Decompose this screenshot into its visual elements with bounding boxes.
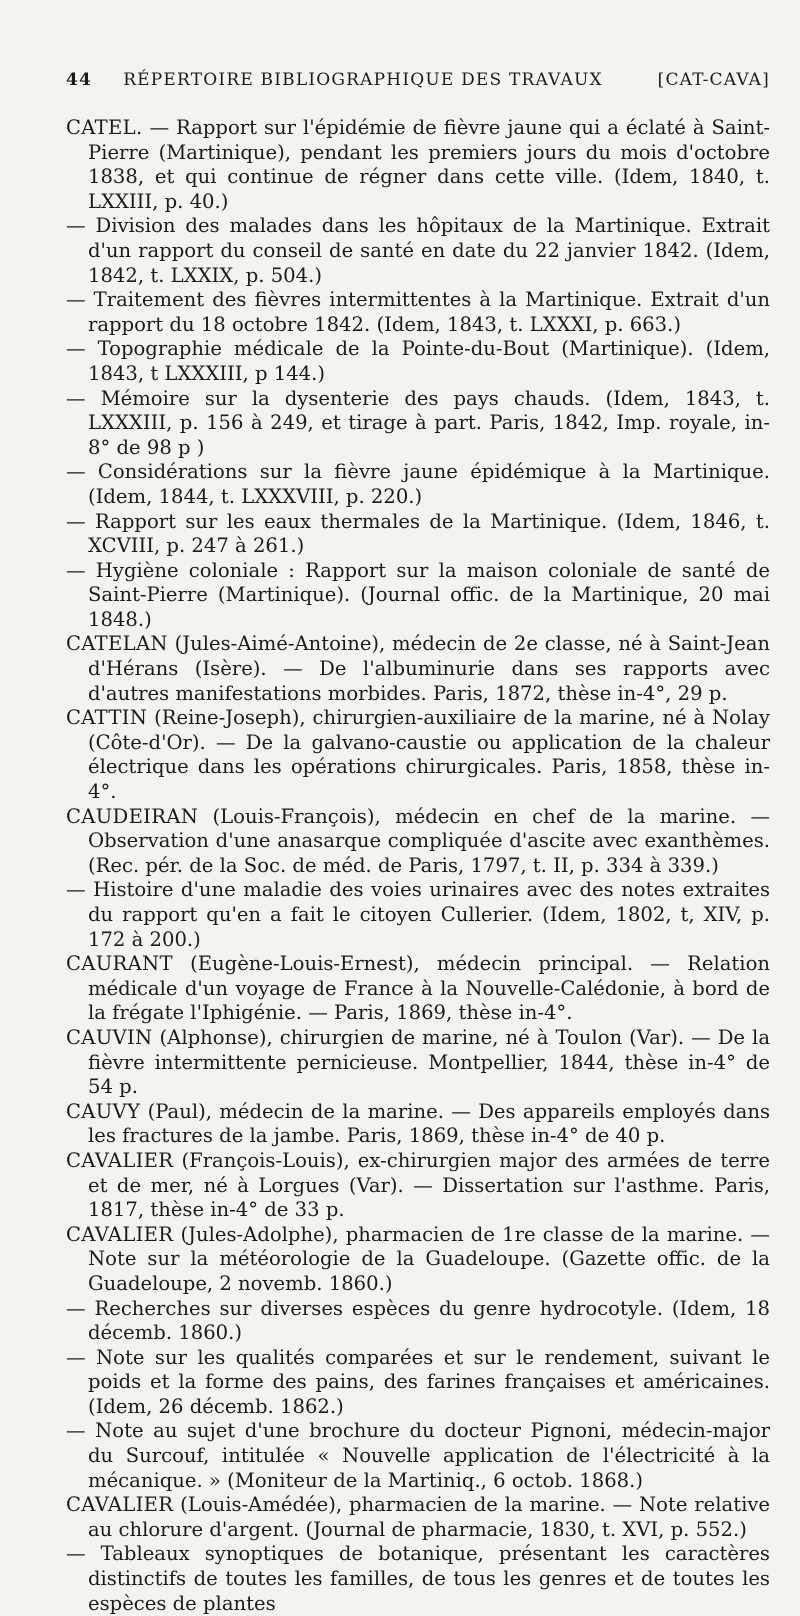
entry-text: — Note sur les qualités comparées et sur le rendement, suivant le poids et la forme des pains, des farines françaises et américaines. (Idem, 26 décemb. 1862.) bbox=[66, 1345, 770, 1418]
entry-text: — Recherches sur diverses espèces du genre hydrocotyle. (Idem, 18 décemb. 1860.) bbox=[66, 1296, 770, 1345]
bibliography-entry bbox=[66, 1100, 770, 1149]
entry-text: (Jules-Aimé-Antoine), médecin de 2e classe, né à Saint-Jean d'Hérans (Isère). — De l'albuminurie dans ses rapports avec d'autres manifestations morbides. Paris, 1872, thèse in-4°, 29 p. bbox=[88, 632, 770, 705]
alphabetical-range: [CAT-CAVA] bbox=[657, 70, 770, 90]
entry-text: (Reine-Joseph), chirurgien-auxiliaire de la marine, né à Nolay (Côte-d'Or). — De la galvano-caustie ou application de la chaleur électrique dans les opérations chirurgicales. Paris, 1858, thèse in-4°. bbox=[88, 706, 770, 804]
bibliography-entry bbox=[66, 1542, 770, 1616]
bibliography-entry bbox=[66, 1297, 770, 1346]
author-name: CAVALIER bbox=[66, 1148, 174, 1172]
bibliography-entry bbox=[66, 952, 770, 1026]
bibliography-entry bbox=[66, 632, 770, 706]
entry-text: — Tableaux synoptiques de botanique, présentant les caractères distinctifs de toutes les familles, de tous les genres et de toutes les espèces de plantes bbox=[66, 1542, 770, 1615]
bibliography-entry bbox=[66, 510, 770, 559]
entry-text: (François-Louis), ex-chirurgien major des armées de terre et de mer, né à Lorgues (Var). — Dissertation sur l'asthme. Paris, 1817, thèse in-4° de 33 p. bbox=[88, 1148, 770, 1222]
entry-text: (Alphonse), chirurgien de marine, né à Toulon (Var). — De la fièvre intermittente pernicieuse. Montpellier, 1844, thèse in-4° de 54 p. bbox=[88, 1025, 770, 1099]
author-name: CATELAN bbox=[66, 632, 168, 656]
entry-text: (Paul), médecin de la marine. — Des appareils employés dans les fractures de la jambe. Paris, 1869, thèse in-4° de 40 p. bbox=[88, 1099, 770, 1148]
bibliography-entry bbox=[66, 387, 770, 461]
author-name: CATTIN bbox=[66, 706, 148, 730]
author-name: CATEL. bbox=[66, 116, 143, 139]
bibliography-entry bbox=[66, 1223, 770, 1297]
page-number: 44 bbox=[66, 70, 93, 90]
entry-text: — Division des malades dans les hôpitaux de la Martinique. Extrait d'un rapport du conseil de santé en date du 22 janvier 1842. (Idem, 1842, t. LXXIX, p. 504.) bbox=[66, 214, 770, 287]
running-title: RÉPERTOIRE BIBLIOGRAPHIQUE DES TRAVAUX bbox=[123, 70, 603, 90]
bibliography-entry bbox=[66, 1493, 770, 1542]
bibliography-entry bbox=[66, 214, 770, 288]
entry-text: — Histoire d'une maladie des voies urinaires avec des notes extraites du rapport qu'en a fait le citoyen Cullerier. (Idem, 1802, t, XIV, p. 172 à 200.) bbox=[66, 878, 770, 951]
entry-text: — Note au sujet d'une brochure du docteur Pignoni, médecin-major du Surcouf, intitulée « Nouvelle application de l'électricité à la mécanique. » (Moniteur de la Martiniq., 6 octob. 1868.) bbox=[66, 1419, 770, 1492]
bibliography-entry bbox=[66, 1346, 770, 1420]
bibliography-entry bbox=[66, 559, 770, 633]
bibliography-entry bbox=[66, 1419, 770, 1493]
entry-text: — Rapport sur les eaux thermales de la Martinique. (Idem, 1846, t. XCVIII, p. 247 à 261.) bbox=[66, 509, 770, 558]
entry-text: (Louis-François), médecin en chef de la marine. — Observation d'une anasarque compliquée d'ascite avec exanthèmes. (Rec. pér. de la Soc. de méd. de Paris, 1797, t. II, p. 334 à 339.) bbox=[88, 804, 770, 877]
author-name: CAUVIN bbox=[66, 1025, 153, 1049]
bibliography-entry bbox=[66, 460, 770, 509]
entry-text: — Topographie médicale de la Pointe-du-Bout (Martinique). (Idem, 1843, t LXXXIII, p 144.) bbox=[66, 337, 770, 385]
bibliography-entry bbox=[66, 1026, 770, 1100]
author-name: CAVALIER bbox=[66, 1493, 174, 1517]
entry-text: — Mémoire sur la dysenterie des pays chauds. (Idem, 1843, t. LXXXIII, p. 156 à 249, et tirage à part. Paris, 1842, Imp. royale, in-8° de 98 p ) bbox=[66, 386, 770, 459]
bibliography-entries bbox=[66, 116, 770, 1616]
author-name: CAUVY bbox=[66, 1099, 141, 1123]
entry-text: (Louis-Amédée), pharmacien de la marine. — Note relative au chlorure d'argent. (Journal de pharmacie, 1830, t. XVI, p. 552.) bbox=[88, 1493, 770, 1541]
bibliography-entry bbox=[66, 1149, 770, 1223]
bibliography-entry bbox=[66, 805, 770, 879]
entry-text: — Rapport sur l'épidémie de fièvre jaune qui a éclaté à Saint-Pierre (Martinique), pendant les premiers jours du mois d'octobre 1838, et qui continue de régner dans cette ville. (Idem, 1840, t. LXXIII, p. 40.) bbox=[88, 116, 770, 213]
bibliography-entry bbox=[66, 706, 770, 804]
entry-text: (Jules-Adolphe), pharmacien de 1re classe de la marine. — Note sur la météorologie de la Guadeloupe. (Gazette offic. de la Guadeloupe, 2 novemb. 1860.) bbox=[88, 1222, 770, 1295]
author-name: CAUDEIRAN bbox=[66, 804, 199, 828]
entry-text: — Traitement des fièvres intermittentes à la Martinique. Extrait d'un rapport du 18 octobre 1842. (Idem, 1843, t. LXXXI, p. 663.) bbox=[66, 288, 770, 336]
author-name: CAURANT bbox=[66, 952, 173, 976]
bibliography-entry bbox=[66, 288, 770, 337]
entry-text: (Eugène-Louis-Ernest), médecin principal. — Relation médicale d'un voyage de France à la Nouvelle-Calédonie, à bord de la frégate l'Iphigénie. — Paris, 1869, thèse in-4°. bbox=[88, 952, 770, 1025]
bibliography-entry bbox=[66, 337, 770, 386]
entry-text: — Hygiène coloniale : Rapport sur la maison coloniale de santé de Saint-Pierre (Martinique). (Journal offic. de la Martinique, 20 mai 1848.) bbox=[66, 558, 770, 631]
entry-text: — Considérations sur la fièvre jaune épidémique à la Martinique. (Idem, 1844, t. LXXXVIII, p. 220.) bbox=[66, 460, 770, 508]
page-header bbox=[66, 70, 770, 104]
author-name: CAVALIER bbox=[66, 1222, 174, 1246]
bibliography-entry bbox=[66, 116, 770, 214]
bibliography-entry bbox=[66, 878, 770, 952]
